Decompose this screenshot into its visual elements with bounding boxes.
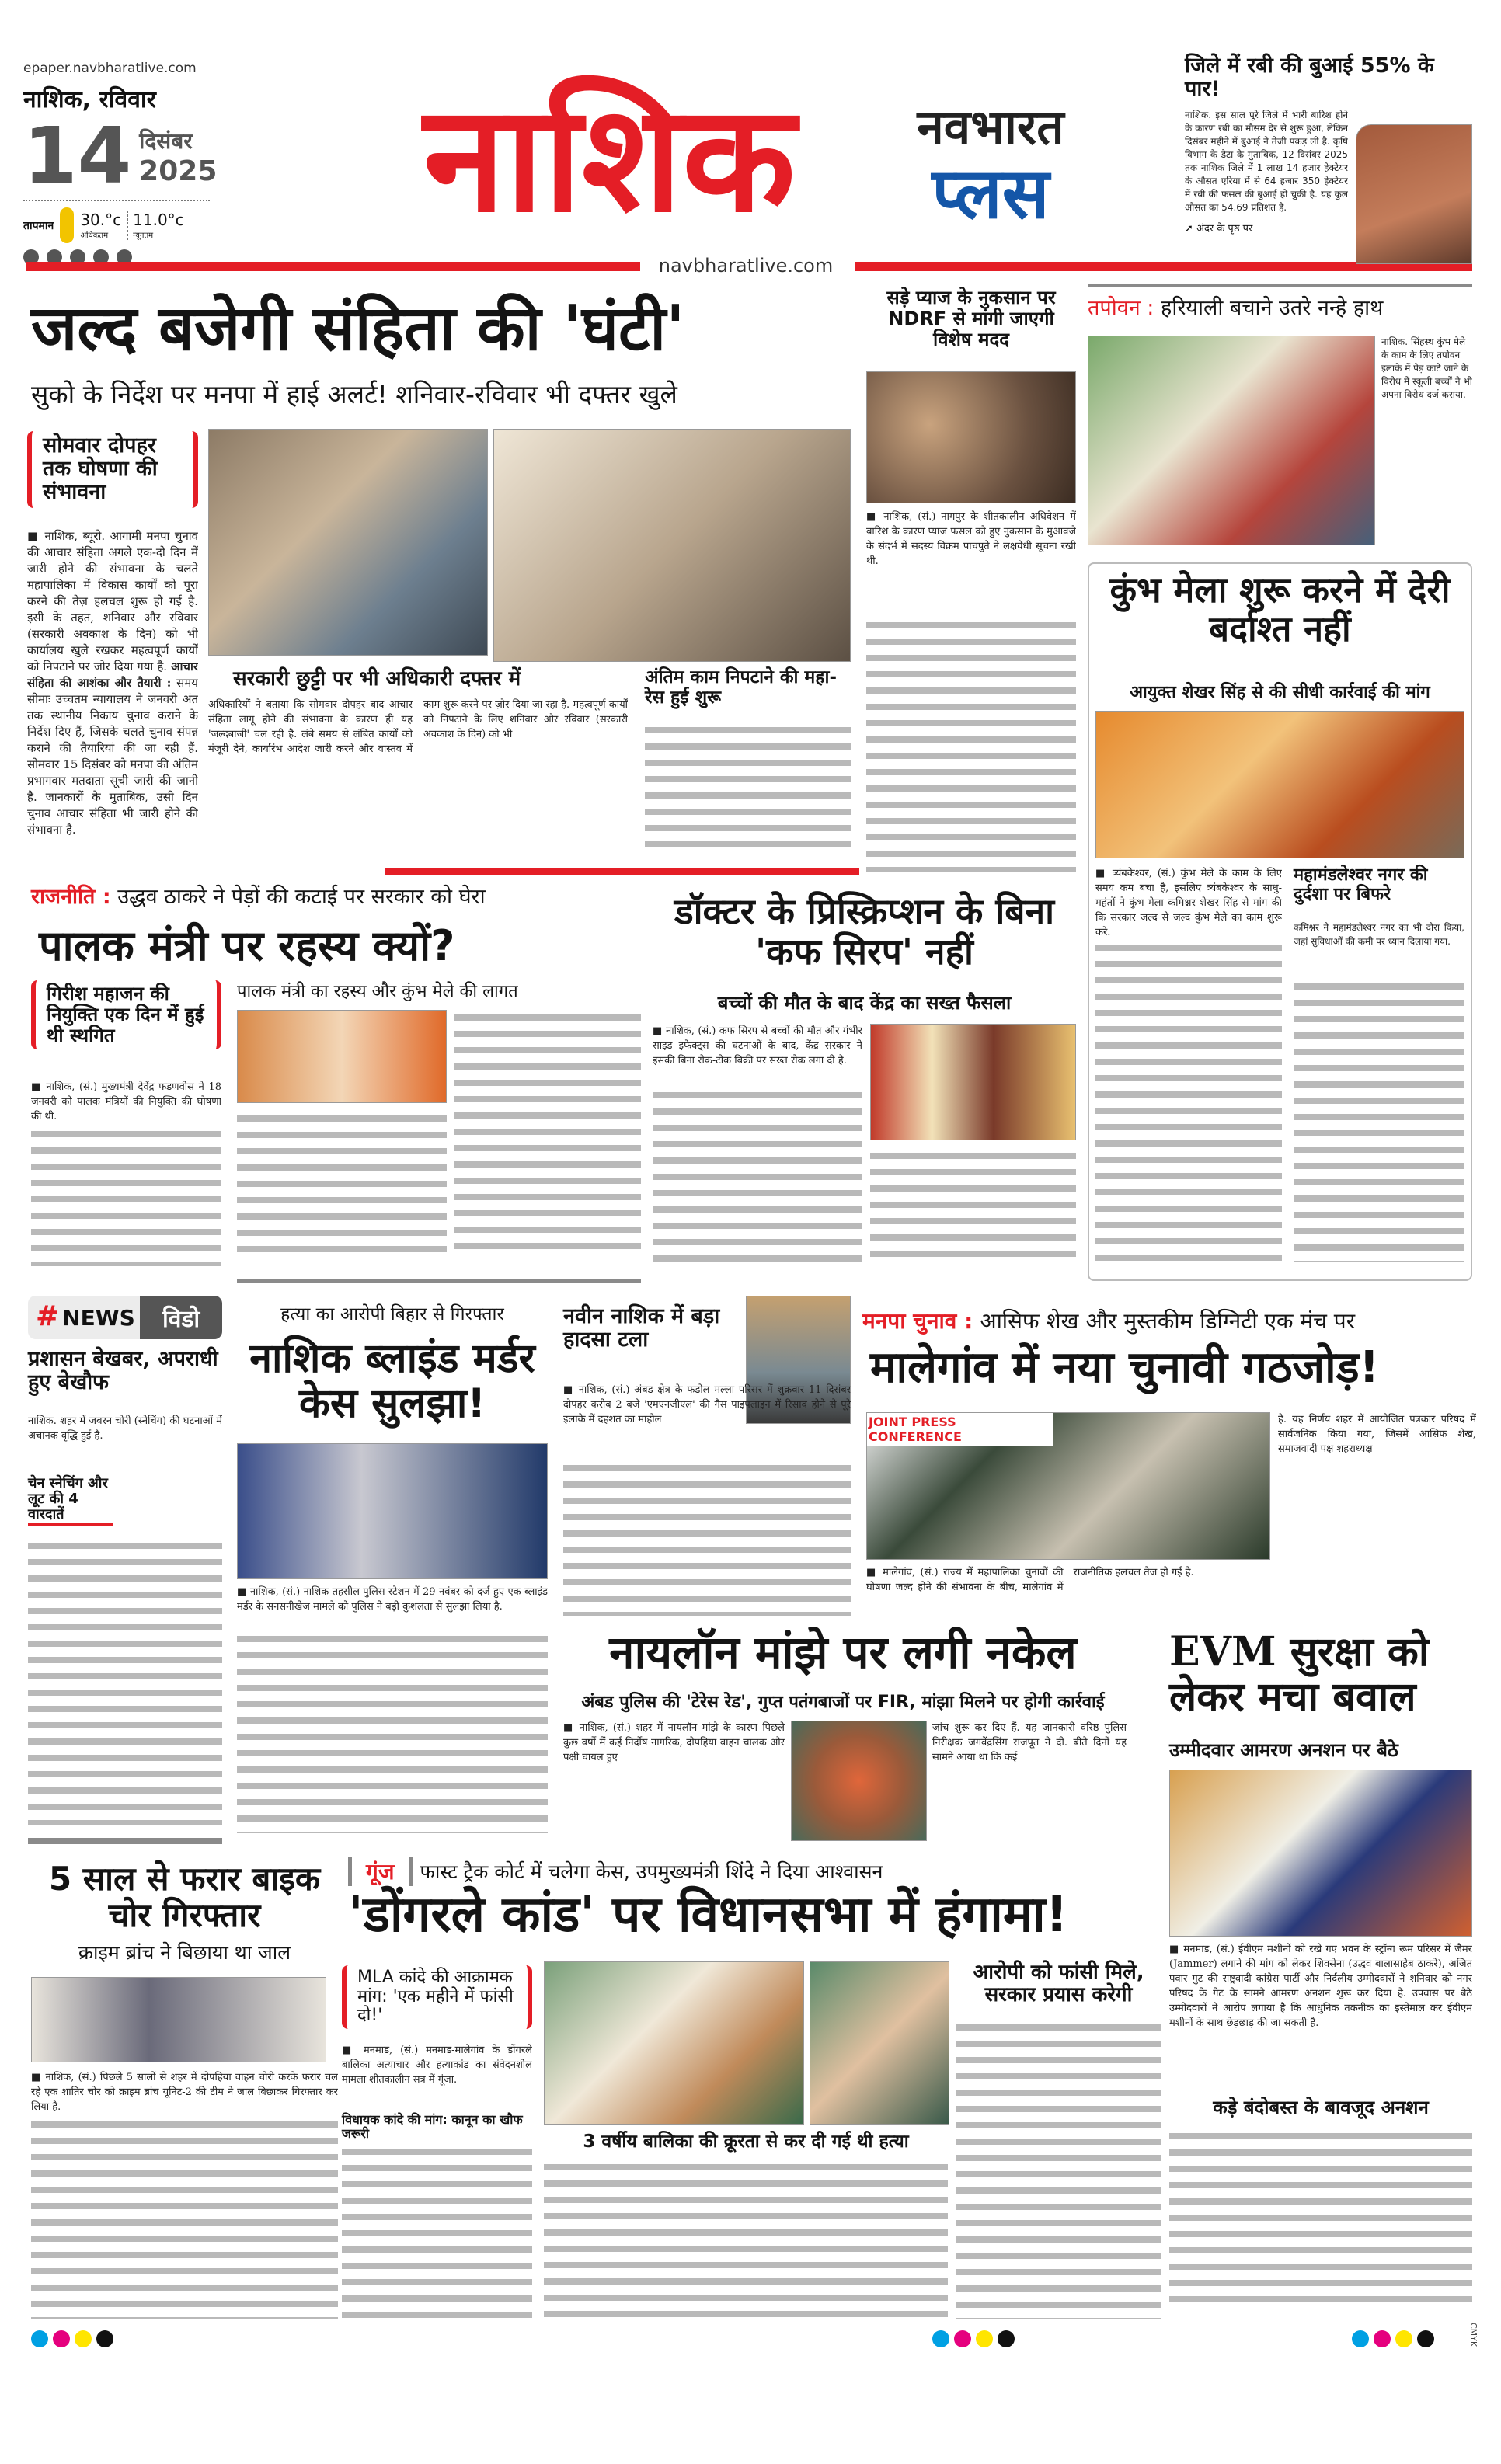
dongre-kicker: फास्ट ट्रैक कोर्ट में चलेगा केस, उपमुख्यमंत्री शिंदे ने दिया आश्वासन xyxy=(420,1860,883,1883)
lead-body-2: अधिकारियों ने बताया कि सोमवार दोपहर बाद आचार संहिता लागू होने की संभावना के कारण ही यह 'जल्दबाजी' चल रही है. लंबे समय से लंबित कार्यों को मंजूरी देने, कार्यारंभ आदेश जारी करने और वास्तव में काम शुरू करने पर ज़ोर दिया जा रहा है. महत्वपूर्ण कार्यों को निपटाने के लिए शनिवार और रविवार (सरकारी अवकाश के दिन) को भी xyxy=(208,699,628,755)
politics-box: गिरीश महाजन की नियुक्ति एक दिन में हुई थी स्थगित xyxy=(31,980,221,1049)
malegaon-body-2: है. यह निर्णय शहर में आयोजित पत्रकार परिषद में सार्वजनिक किया गया, जिसमें आसिफ शेख, समाजवादी पक्ष शहराध्यक्ष xyxy=(1278,1414,1476,1455)
manja-photo xyxy=(791,1721,927,1841)
kumbh-subhead: आयुक्त शेखर सिंह से की सीधी कार्रवाई की मांग xyxy=(1130,683,1430,702)
lead-subhead: सुको के निर्देश पर मनपा में हाई अलर्ट! शनिवार-रविवार भी दफ्तर खुले xyxy=(31,379,677,409)
syrup-subhead: बच्चों की मौत के बाद केंद्र का सख्त फैसला xyxy=(717,992,1012,1014)
cmyk-mark: CMYK xyxy=(1468,2323,1478,2347)
malegaon-body: ■ मालेगांव, (सं.) राज्य में महापालिका चुनावों की घोषणा जल्द होने की संभावना के बीच, मालेगांव में राजनीतिक हलचल तेज हो गई है. xyxy=(866,1567,1194,1593)
news-video-body: नाशिक. शहर में जबरन चोरी (स्नेचिंग) की घटनाओं में अचानक वृद्धि हुई है. xyxy=(28,1415,222,1442)
rule xyxy=(28,1838,222,1844)
thermometer-icon xyxy=(60,207,74,243)
epaper-url[interactable]: epaper.navbharatlive.com xyxy=(23,61,197,76)
police-photo xyxy=(237,1443,548,1579)
dongre-photo-headline: 3 वर्षीय बालिका की क्रूरता से कर दी गई थी हत्या xyxy=(583,2132,909,2152)
side-body xyxy=(645,722,851,858)
color-registration-marks xyxy=(31,2330,118,2351)
kumbh-headline[interactable]: कुंभ मेला शुरू करने में देरी बर्दाश्त नहीं xyxy=(1109,569,1451,650)
dongre-box-sub: विधायक कांदे की मांग: कानून का खौफ जरूरी xyxy=(342,2112,523,2141)
politics-subhead: पालक मंत्री का रहस्य और कुंभ मेले की लागत xyxy=(237,982,518,1001)
news-video-headline[interactable]: प्रशासन बेखबर, अपराधी हुए बेखौफ xyxy=(28,1347,218,1395)
rule xyxy=(1088,284,1472,287)
teaser-headline[interactable]: जिले में रबी की बुआई 55% के पार! xyxy=(1185,54,1434,102)
syrup-headline[interactable]: डॉक्टर के प्रिस्क्रिप्शन के बिना 'कफ सिरप' नहीं xyxy=(674,890,1055,973)
tapovan-body: नाशिक. सिंहस्थ कुंभ मेले के काम के लिए तपोवन इलाके में पेड़ काटे जाने के विरोध में स्कूली बच्चों ने भी अपना विरोध दर्ज कराया. xyxy=(1381,336,1472,400)
lead-body: ■ नाशिक, ब्यूरो. आगामी मनपा चुनाव की आचार संहिता अगले एक-दो दिन में जारी होने की संभावना के चलते महापालिका में विकास कार्यों को पूरा करने की तेज़ हलचल शुरू हो गई है. इसी के तहत, शनिवार और रविवार (सरकारी अवकाश के दिन) को भी कार्यालय खुले रखकर महत्वपूर्ण कार्यों को निपटाने पर जोर दिया गया है. आचार संहिता की आशंका और तैयारी : समय सीमाः उच्चतम न्यायालय ने जनवरी अंत तक स्थानीय निकाय चुनाव कराने के निर्देश दिए हैं, जिसके चलते चुनाव संपन्न कराने की तैयारियां की जा रही हैं. सोमवार 15 दिसंबर को मनपा की अंतिम प्रभागवार मतदाता सूची जारी की जानी है. जानकारों के मुताबिक, उसी दिन चुनाव आचार संहिता भी जारी होने की संभावना है. xyxy=(27,529,198,837)
bike-body: ■ नाशिक, (सं.) पिछले 5 सालों से शहर में दोपहिया वाहन चोरी करके फरार चल रहे एक शातिर चोर को क्राइम ब्रांच यूनिट-2 की टीम ने जाल बिछाकर गिरफ्तार कर लिया है. xyxy=(31,2072,338,2113)
politics-body-lines xyxy=(237,1111,447,1258)
syrup-body: ■ नाशिक, (सं.) कफ सिरप से बच्चों की मौत और गंभीर साइड इफेक्ट्स की घटनाओं के बाद, केंद्र सरकार ने इसकी बिना रोक-टोक बिक्री पर सख्त रोक लगा दी है. xyxy=(653,1025,862,1067)
syrup-lines xyxy=(870,1148,1076,1266)
politics-lines xyxy=(31,1126,221,1266)
hunger-strike-photo xyxy=(1169,1770,1472,1937)
politics-body-lines xyxy=(454,1010,641,1258)
teaser-box: जिले में रबी की बुआई 55% के पार! नाशिक. इस साल पूरे जिले में भारी बारिश होने के कारण रबी का मौसम देर से शुरू हुआ, लेकिन दिसंबर महीने में बुआई ने तेजी पकड़ ली है. कृषि विभाग के डेटा के मुताबिक, 12 दिसंबर 2025 तक नाशिक जिले में 1 लाख 14 हजार हेक्टेयर के औसत एरिया में से 64 हजार 350 हेक्टेयर में रबी की फसल की बुआई हो चुकी है. यह कुल औसत का 54.69 प्रतिशत है. ➚ अंदर के पृष्ठ पर xyxy=(1185,54,1476,235)
navin-lines xyxy=(563,1460,851,1616)
tag-goonj: गूंज xyxy=(348,1857,413,1886)
kumbh-body-lines xyxy=(1095,940,1282,1270)
arrest-photo xyxy=(31,1977,326,2062)
dongre-body: ■ मनमाड, (सं.) मनमाड-मालेगांव के डोंगरले बालिका अत्याचार और हत्याकांड का संवेदनशील मामला शीतकालीन सत्र में गूंजा. xyxy=(342,2045,532,2086)
politics-kicker: राजनीति : उद्धव ठाकरे ने पेड़ों की कटाई पर सरकार को घेरा xyxy=(31,885,486,909)
kumbh-side-lines xyxy=(1294,979,1464,1262)
municipal-building-photo xyxy=(208,429,488,656)
nylon-headline[interactable]: नायलॉन मांझे पर लगी नकेल xyxy=(609,1626,1077,1679)
color-registration-marks xyxy=(1352,2330,1439,2351)
temp-max-label: अधिकतम xyxy=(80,231,109,240)
kumbh-body: ■ त्र्यंबकेश्वर, (सं.) कुंभ मेले के काम के लिए समय कम बचा है, इसलिए त्र्यंबकेश्वर के साधु-महंतों ने कुंभ मेला कमिश्नर शेखर सिंह से मांग की कि सरकार जल्द से जल्द कुंभ मेले का काम शुरू करे. xyxy=(1095,868,1282,938)
teaser-more-link[interactable]: अंदर के पृष्ठ पर xyxy=(1196,223,1253,235)
syrup-lines xyxy=(653,1088,862,1266)
bike-headline[interactable]: 5 साल से फरार बाइक चोर गिरफ्तार xyxy=(48,1860,321,1935)
evm-body: ■ मनमाड, (सं.) ईवीएम मशीनों को रखे गए भवन के स्ट्रॉन्ग रूम परिसर में जैमर (Jammer) लगाने की मांग को लेकर शिवसेना (उद्धव बालासाहेब ठाकरे), अजित पवार गुट की राष्ट्रवादी कांग्रेस पार्टी और निर्दलीय उम्मीदवारों ने शनिवार को नगर परिषद के गेट के सामने आमरण अनशन शुरू कर दिया है. उपवास पर बैठे उम्मीदवारों ने आरोप लगाया है कि आधुनिक तकनीक का इस्तेमाल कर ईवीएम मशीनों के साथ छेड़छाड़ की जा सकती है. xyxy=(1169,1944,1472,2029)
murder-kicker: हत्या का आरोपी बिहार से गिरफ्तार xyxy=(280,1304,504,1324)
onion-body: ■ नाशिक, (सं.) नागपुर के शीतकालीन अधिवेशन में बारिश के कारण प्याज फसल को हुए नुकसान के मुआवजे के संदर्भ में सदस्य विक्रम पाचपुते ने लक्षवेधी सूचना रखी थी. xyxy=(866,511,1076,567)
lead-highlight-box: सोमवार दोपहर तक घोषणा की संभावना xyxy=(27,431,198,508)
evm-headline[interactable]: EVM सुरक्षा को लेकर मचा बवाल xyxy=(1169,1628,1430,1721)
murder-headline[interactable]: नाशिक ब्लाइंड मर्डर केस सुलझा! xyxy=(249,1335,535,1428)
evm-subhead: उम्मीदवार आमरण अनशन पर बैठे xyxy=(1169,1739,1398,1761)
temp-min-label: न्यूनतम xyxy=(133,231,154,240)
politics-body: ■ नाशिक, (सं.) मुख्यमंत्री देवेंद्र फडणवीस ने 18 जनवरी को पालक मंत्रियों की नियुक्ति की घोषणा की थी. xyxy=(31,1081,221,1122)
side-headline: अंतिम काम निपटाने की महा-रेस हुई शुरू xyxy=(645,667,837,708)
date-month: दिसंबर xyxy=(139,127,193,154)
dongre-kicker-row xyxy=(348,1857,1164,1886)
leader-photo xyxy=(810,1961,949,2125)
cough-syrup-photo xyxy=(870,1024,1076,1140)
bike-lines xyxy=(31,2117,338,2319)
lead-headline[interactable]: जल्द बजेगी संहिता की 'घंटी' xyxy=(31,292,685,364)
date-block xyxy=(23,61,218,265)
dongre-headline[interactable]: 'डोंगरले कांड' पर विधानसभा में हंगामा! xyxy=(348,1886,1068,1944)
logo-navbharat: नवभारत xyxy=(917,99,1064,155)
date-day: 14 xyxy=(23,110,132,201)
malegaon-kicker: मनपा चुनाव : आसिफ शेख और मुस्तकीम डिग्निटी एक मंच पर xyxy=(862,1308,1356,1334)
temperature-label: तापमान xyxy=(23,219,54,232)
news-video-box: चेन स्नेचिंग और लूट की 4 वारदातें xyxy=(28,1476,113,1526)
temp-max: 30.°c xyxy=(80,211,122,229)
malegaon-headline[interactable]: मालेगांव में नया चुनावी गठजोड़! xyxy=(870,1342,1380,1393)
kumbh-side-body: कमिश्नर ने महामंडलेश्वर नगर का भी दौरा किया, जहां सुविधाओं की कमी पर ध्यान दिलाया गया. xyxy=(1294,922,1464,947)
nylon-body: ■ नाशिक, (सं.) शहर में नायलॉन मांझे के कारण पिछले कुछ वर्षों में कई निर्दोष नागरिक, दोपहिया वाहन चालक और पक्षी घायल हुए xyxy=(563,1722,785,1763)
press-conference-photo: JOINT PRESS CONFERENCE xyxy=(866,1412,1270,1560)
city-day: नाशिक, रविवार xyxy=(23,86,156,113)
office-photo xyxy=(493,429,851,662)
onion-body-lines xyxy=(866,618,1076,872)
dongre-side-headline: आरोपी को फांसी मिले, सरकार प्रयास करेगी xyxy=(973,1961,1144,2007)
temp-min: 11.0°c xyxy=(133,211,184,229)
bike-subhead: क्राइम ब्रांच ने बिछाया था जाल xyxy=(78,1941,291,1964)
dongre-lines xyxy=(544,2159,948,2319)
dongre-lines xyxy=(342,2144,532,2319)
children-protest-photo xyxy=(1088,336,1375,545)
politicians-photo xyxy=(237,1010,447,1103)
murder-body: ■ नाशिक, (सं.) नाशिक तहसील पुलिस स्टेशन में 29 नवंबर को दर्ज हुए एक ब्लाइंड मर्डर के सनसनीखेज मामले को पुलिस ने बड़ी कुशलता से सुलझा लिया है. xyxy=(237,1586,548,1613)
date-year: 2025 xyxy=(139,155,218,187)
news-lines xyxy=(28,1538,222,1825)
tapovan-headline[interactable]: तपोवन : हरियाली बचाने उतरे नन्हे हाथ xyxy=(1088,296,1384,320)
section-rule xyxy=(385,868,859,875)
politics-headline[interactable]: पालक मंत्री पर रहस्य क्यों? xyxy=(39,921,455,970)
dongre-box: MLA कांदे की आक्रामक मांग: 'एक महीने में फांसी दो!' xyxy=(342,1965,532,2029)
onion-headline[interactable]: सड़े प्याज के नुकसान पर NDRF से मांगी जाएगी विशेष मदद xyxy=(886,287,1056,350)
navin-headline[interactable]: नवीन नाशिक में बड़ा हादसा टला xyxy=(563,1304,720,1352)
sadhus-photo xyxy=(1095,711,1464,858)
assembly-photo xyxy=(544,1961,804,2125)
color-registration-marks xyxy=(932,2330,1019,2351)
news-video-badge[interactable]: # NEWS विडो xyxy=(28,1296,222,1339)
dongre-side-lines xyxy=(956,2020,1161,2319)
masthead-rule xyxy=(26,262,640,271)
rule xyxy=(237,1279,641,1283)
evm-side-headline: कड़े बंदोबस्त के बावजूद अनशन xyxy=(1213,2097,1429,2118)
nylon-subhead: अंबड पुलिस की 'टेरेस रेड', गुप्त पतंगबाजों पर FIR, मांझा मिलने पर होगी कार्रवाई xyxy=(581,1693,1105,1712)
navin-body: ■ नाशिक, (सं.) अंबड क्षेत्र के फडोल मल्ला परिसर में शुक्रवार 11 दिसंबर दोपहर करीब 2 बजे 'एमएनजीएल' की गैस पाइपलाइन में रिसाव होने से पूरे इलाके में दहशत का माहौल xyxy=(563,1384,851,1425)
logo-plus: प्लस xyxy=(932,153,1050,235)
teaser-body: नाशिक. इस साल पूरे जिले में भारी बारिश होने के कारण रबी का मौसम देर से शुरू हुआ, लेकिन दिसंबर महीने में बुआई ने तेजी पकड़ ली है. कृषि विभाग के डेटा के मुताबिक, 12 दिसंबर 2025 तक नाशिक जिले में 1 लाख 14 हजार हेक्टेयर के औसत एरिया में से 64 हजार 350 हेक्टेयर में रबी की फसल की बुआई हो चुकी है. यह कुल औसत का 54.69 प्रतिशत है. xyxy=(1185,110,1348,214)
murder-lines xyxy=(237,1631,548,1833)
evm-lines xyxy=(1169,2128,1472,2307)
nylon-body-2: जांच शुरू कर दिए हैं. यह जानकारी वरिष्ठ पुलिस निरीक्षक जगवेंद्रसिंग राजपूत ने दी. बीते दिनों यह सामने आया था कि कई xyxy=(932,1722,1127,1763)
photo-headline: सरकारी छुट्टी पर भी अधिकारी दफ्तर में xyxy=(233,667,521,691)
kumbh-side-headline: महामंडलेश्वर नगर की दुर्दशा पर बिफरे xyxy=(1294,865,1428,904)
field-photo xyxy=(1356,124,1472,264)
onion-photo xyxy=(866,371,1076,503)
website-url[interactable]: navbharatlive.com xyxy=(658,255,834,277)
logo-nashik: नाशिक xyxy=(423,73,796,245)
